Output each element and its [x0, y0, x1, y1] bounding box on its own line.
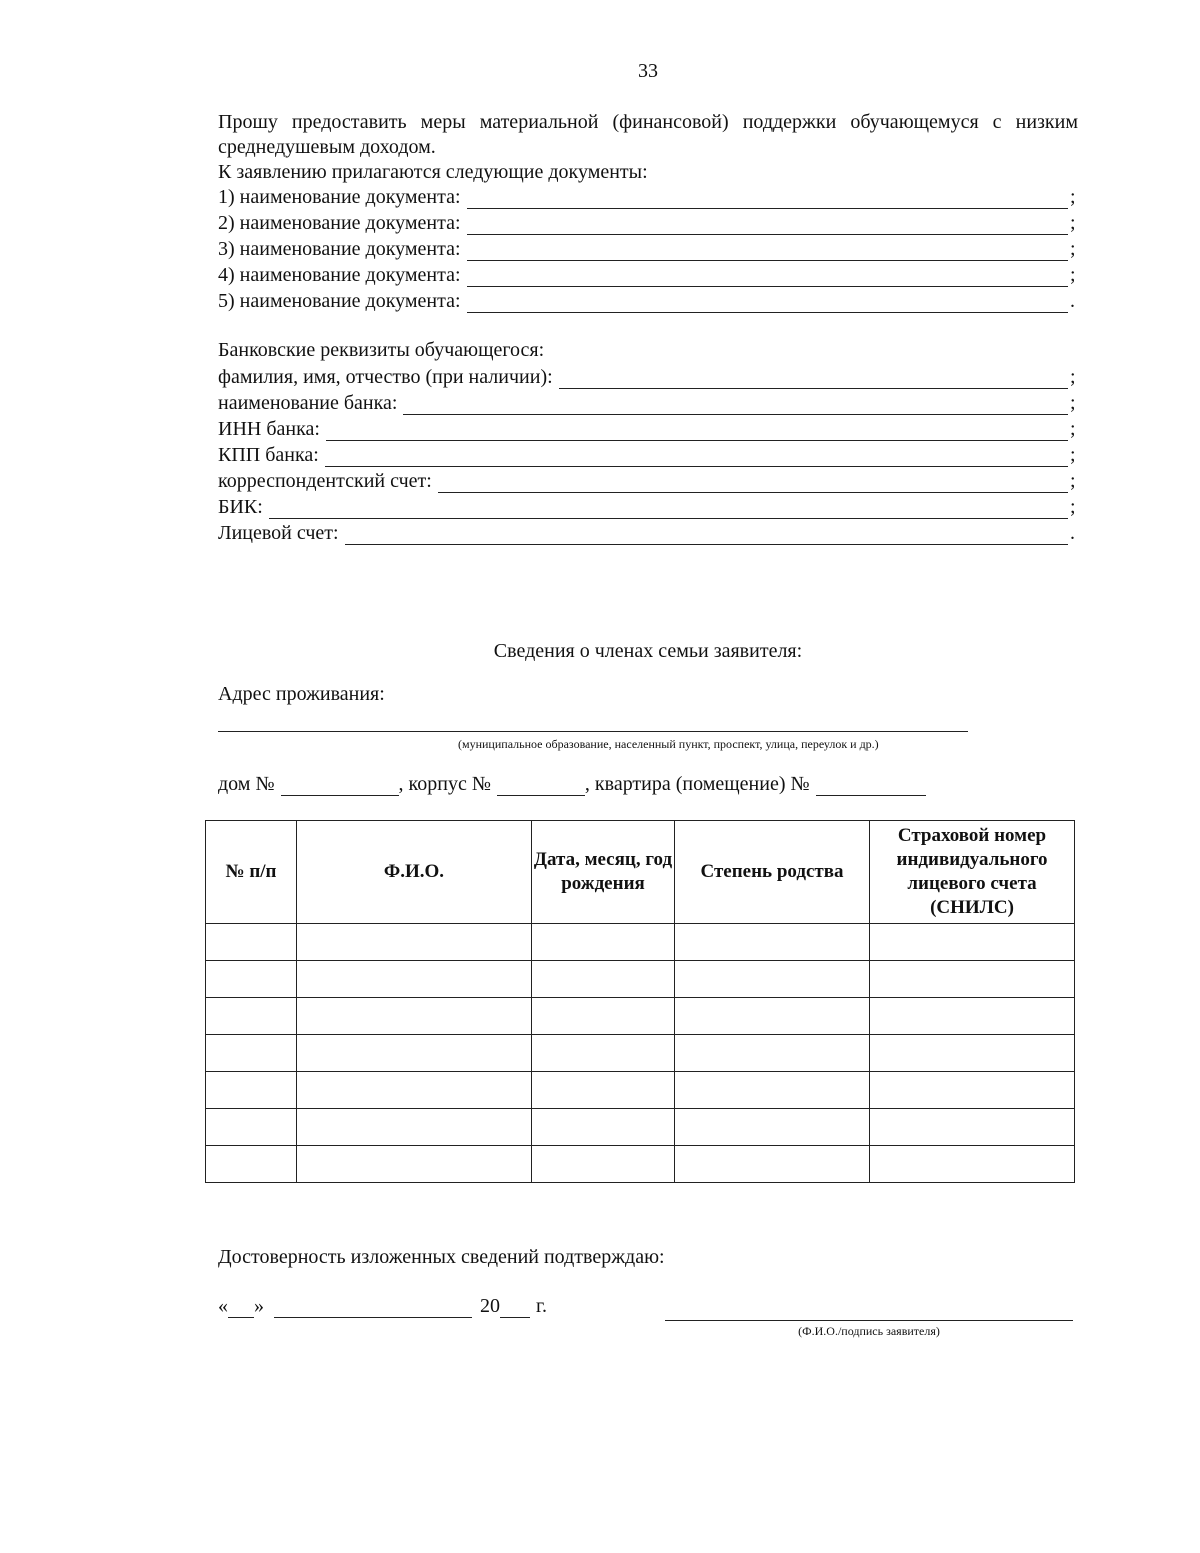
table-cell[interactable]	[675, 924, 870, 961]
table-cell[interactable]	[297, 1072, 532, 1109]
table-cell[interactable]	[675, 1109, 870, 1146]
column-snils: Страховой номер индивидуального лицевого счета (СНИЛС)	[870, 821, 1075, 924]
column-fio: Ф.И.О.	[297, 821, 532, 924]
korpus-number-blank[interactable]	[497, 777, 585, 796]
document-line[interactable]: 3) наименование документа: ;	[218, 238, 1076, 260]
family-members-table	[205, 820, 1075, 1183]
table-cell[interactable]	[206, 1035, 297, 1072]
year-blank[interactable]	[500, 1299, 530, 1318]
address-label: Адрес проживания:	[218, 683, 385, 705]
document-blank[interactable]	[467, 242, 1068, 261]
document-label: 2) наименование документа:	[218, 212, 461, 234]
table-row	[206, 1109, 1075, 1146]
table-cell[interactable]	[297, 1035, 532, 1072]
address-hint: (муниципальное образование, населенный пункт, проспект, улица, переулок и др.)	[458, 737, 879, 751]
table-row	[206, 961, 1075, 998]
apartment-number-blank[interactable]	[816, 777, 926, 796]
request-text: Прошу предоставить меры материальной (финансовой) поддержки обучающемуся с низким среднедушевым доходом.	[218, 111, 1078, 158]
bank-field-fio[interactable]: фамилия, имя, отчество (при наличии): ;	[218, 366, 1076, 388]
bik-blank[interactable]	[269, 500, 1068, 519]
column-relationship: Степень родства	[675, 821, 870, 924]
inn-blank[interactable]	[326, 422, 1068, 441]
table-cell[interactable]	[870, 1109, 1075, 1146]
table-cell[interactable]	[206, 998, 297, 1035]
family-section-title: Сведения о членах семьи заявителя:	[493, 640, 803, 662]
table-row	[206, 1146, 1075, 1183]
bank-field-inn[interactable]: ИНН банка: ;	[218, 418, 1076, 440]
document-label: 3) наименование документа:	[218, 238, 461, 260]
table-row	[206, 1035, 1075, 1072]
month-blank[interactable]	[274, 1299, 472, 1318]
document-list	[218, 183, 1078, 313]
document-label: 5) наименование документа:	[218, 290, 461, 312]
kpp-blank[interactable]	[325, 448, 1068, 467]
table-cell[interactable]	[870, 1146, 1075, 1183]
year-suffix: г.	[536, 1295, 547, 1317]
table-cell[interactable]	[206, 1072, 297, 1109]
address-blank[interactable]	[218, 731, 968, 732]
document-line[interactable]: 2) наименование документа: ;	[218, 212, 1076, 234]
table-cell[interactable]	[675, 1035, 870, 1072]
table-cell[interactable]	[297, 924, 532, 961]
table-cell[interactable]	[870, 1035, 1075, 1072]
bank-field-bik[interactable]: БИК: ;	[218, 496, 1076, 518]
day-blank[interactable]	[228, 1299, 254, 1318]
table-cell[interactable]	[675, 961, 870, 998]
corr-account-blank[interactable]	[438, 474, 1068, 493]
document-blank[interactable]	[467, 216, 1068, 235]
document-blank[interactable]	[467, 190, 1068, 209]
document-blank[interactable]	[467, 268, 1068, 287]
table-cell[interactable]	[206, 961, 297, 998]
table-row	[206, 998, 1075, 1035]
apartment-label: , квартира (помещение) №	[584, 773, 810, 795]
table-cell[interactable]	[206, 1146, 297, 1183]
table-cell[interactable]	[870, 924, 1075, 961]
bank-details-title: Банковские реквизиты обучающегося:	[218, 339, 545, 361]
date-line: « » 20 г.	[218, 1295, 547, 1317]
table-cell[interactable]	[532, 1109, 675, 1146]
house-label: дом №	[218, 773, 275, 795]
column-birth-date: Дата, месяц, год рождения	[532, 821, 675, 924]
bank-details	[218, 338, 1078, 545]
house-number-blank[interactable]	[281, 777, 399, 796]
table-cell[interactable]	[675, 998, 870, 1035]
table-cell[interactable]	[297, 998, 532, 1035]
house-line	[218, 773, 926, 796]
year-prefix: 20	[480, 1295, 500, 1317]
table-cell[interactable]	[297, 1109, 532, 1146]
attachments-heading: К заявлению прилагаются следующие документы:	[218, 161, 648, 183]
table-cell[interactable]	[532, 961, 675, 998]
table-cell[interactable]	[675, 1146, 870, 1183]
bank-field-corr-account[interactable]: корреспондентский счет: ;	[218, 470, 1076, 492]
personal-account-blank[interactable]	[345, 526, 1068, 545]
table-cell[interactable]	[206, 924, 297, 961]
document-blank[interactable]	[467, 294, 1068, 313]
bank-field-bank-name[interactable]: наименование банка: ;	[218, 392, 1076, 414]
document-line[interactable]: 5) наименование документа: .	[218, 290, 1075, 312]
column-number: № п/п	[206, 821, 297, 924]
intro-text	[218, 110, 1078, 185]
confirmation-text: Достоверность изложенных сведений подтверждаю:	[218, 1246, 665, 1268]
table-row	[206, 924, 1075, 961]
table-cell[interactable]	[532, 1072, 675, 1109]
table-cell[interactable]	[532, 924, 675, 961]
table-cell[interactable]	[870, 1072, 1075, 1109]
table-cell[interactable]	[532, 1035, 675, 1072]
document-label: 1) наименование документа:	[218, 186, 461, 208]
table-cell[interactable]	[675, 1072, 870, 1109]
table-cell[interactable]	[870, 998, 1075, 1035]
bank-field-kpp[interactable]: КПП банка: ;	[218, 444, 1076, 466]
signature-hint: (Ф.И.О./подпись заявителя)	[798, 1324, 940, 1338]
bank-name-blank[interactable]	[403, 396, 1068, 415]
table-row	[206, 1072, 1075, 1109]
document-line[interactable]: 1) наименование документа: ;	[218, 186, 1076, 208]
table-cell[interactable]	[206, 1109, 297, 1146]
bank-field-personal-account[interactable]: Лицевой счет: .	[218, 522, 1075, 544]
table-header-row	[206, 821, 1075, 924]
document-line[interactable]: 4) наименование документа: ;	[218, 264, 1076, 286]
fio-blank[interactable]	[559, 370, 1068, 389]
table-cell[interactable]	[532, 998, 675, 1035]
table-cell[interactable]	[870, 961, 1075, 998]
page-number: 33	[638, 60, 658, 82]
table-cell[interactable]	[297, 1146, 532, 1183]
korpus-label: , корпус №	[398, 773, 491, 795]
signature-blank[interactable]	[665, 1320, 1073, 1321]
table-cell[interactable]	[532, 1146, 675, 1183]
table-cell[interactable]	[297, 961, 532, 998]
document-label: 4) наименование документа:	[218, 264, 461, 286]
